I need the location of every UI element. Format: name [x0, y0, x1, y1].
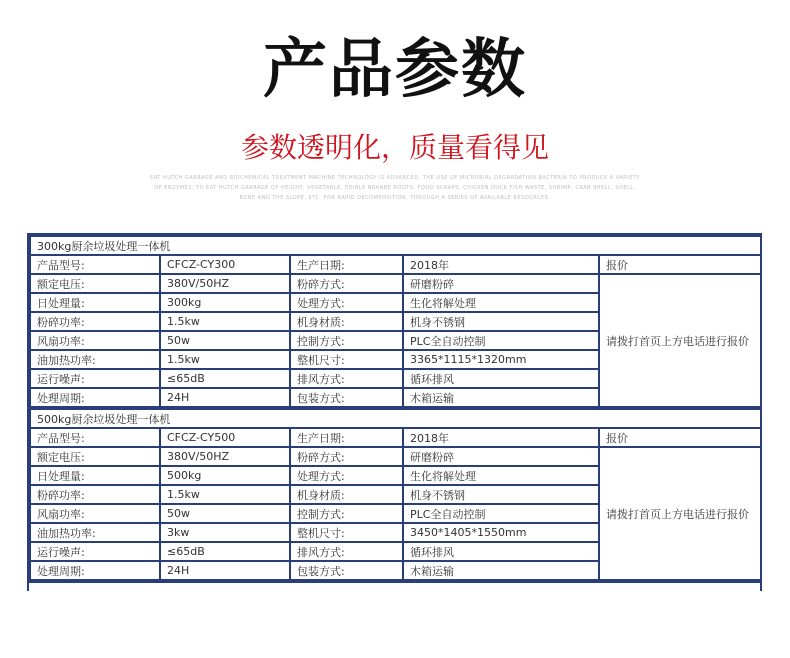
- table-row: [30, 447, 761, 466]
- spec-value: PLC全自动控制: [403, 504, 599, 523]
- price-label: 报价: [599, 428, 761, 447]
- table-title: 300kg厨余垃圾处理一体机: [30, 236, 761, 255]
- spec-value: 2018年: [403, 255, 599, 274]
- spec-value: 1.5kw: [160, 312, 290, 331]
- faint-text-line: EAT HUTCH GARBAGE AND BIOCHEMICAL TREATMENT MACHINE TECHNOLOGY IS ADVANCED. THE USE OF MICROBIAL DEGRADATION BACTERIA TO PRODUCE A VARIETY: [150, 175, 640, 181]
- spec-label: 粉碎方式:: [290, 274, 403, 293]
- table-row: [30, 274, 761, 293]
- spec-label: 包装方式:: [290, 388, 403, 407]
- spec-value: ≤65dB: [160, 369, 290, 388]
- spec-label: 风扇功率:: [30, 331, 160, 350]
- spec-value: 研磨粉碎: [403, 274, 599, 293]
- spec-value: 24H: [160, 561, 290, 580]
- spec-label: 处理方式:: [290, 466, 403, 485]
- spec-label: 日处理量:: [30, 293, 160, 312]
- price-note: 请拨打首页上方电话进行报价: [599, 447, 761, 580]
- spec-value: 50w: [160, 331, 290, 350]
- spec-label: 运行噪声:: [30, 369, 160, 388]
- spec-label: 处理方式:: [290, 293, 403, 312]
- spec-label: 生产日期:: [290, 428, 403, 447]
- spec-label: 整机尺寸:: [290, 350, 403, 369]
- table-row: [30, 255, 761, 274]
- spec-label: 风扇功率:: [30, 504, 160, 523]
- spec-label: 排风方式:: [290, 369, 403, 388]
- spec-value: 循环排风: [403, 542, 599, 561]
- spec-label: 生产日期:: [290, 255, 403, 274]
- spec-label: 产品型号:: [30, 428, 160, 447]
- spec-tables: [27, 233, 762, 591]
- spec-value: CFCZ-CY300: [160, 255, 290, 274]
- spec-label: 日处理量:: [30, 466, 160, 485]
- spec-value: 2018年: [403, 428, 599, 447]
- spec-value: 1.5kw: [160, 485, 290, 504]
- spec-label: 处理周期:: [30, 388, 160, 407]
- spec-value: ≤65dB: [160, 542, 290, 561]
- spec-label: 粉碎功率:: [30, 485, 160, 504]
- spec-label: 产品型号:: [30, 255, 160, 274]
- page-subtitle: 参数透明化，质量看得见: [240, 131, 549, 164]
- spec-label: 额定电压:: [30, 447, 160, 466]
- spec-value: 木箱运输: [403, 561, 599, 580]
- spec-value: 3kw: [160, 523, 290, 542]
- spec-label: 处理周期:: [30, 561, 160, 580]
- spec-value: 研磨粉碎: [403, 447, 599, 466]
- spec-table-300kg: [29, 235, 762, 408]
- spec-table-500kg: [29, 408, 762, 581]
- spec-value: 380V/50HZ: [160, 447, 290, 466]
- spec-label: 额定电压:: [30, 274, 160, 293]
- spec-value: 生化将解处理: [403, 293, 599, 312]
- spec-label: 油加热功率:: [30, 350, 160, 369]
- spec-label: 排风方式:: [290, 542, 403, 561]
- spec-value: 生化将解处理: [403, 466, 599, 485]
- spec-label: 机身材质:: [290, 485, 403, 504]
- spec-label: 粉碎功率:: [30, 312, 160, 331]
- spec-label: 包装方式:: [290, 561, 403, 580]
- spec-label: 控制方式:: [290, 504, 403, 523]
- faint-text-line: OF ENZYMES, TO EAT HUTCH GARBAGE OF HEIGHT, VEGETABLE, EDIBLE BRANBE ROOTS, FOOD SCRAPS, CHICKEN DUCK FISH WASTE, SHRIMP, CRAB SHELL, SHELL,: [154, 185, 636, 191]
- spec-label: 运行噪声:: [30, 542, 160, 561]
- spec-label: 整机尺寸:: [290, 523, 403, 542]
- spec-value: 循环排风: [403, 369, 599, 388]
- price-label: 报价: [599, 255, 761, 274]
- table-title: 500kg厨余垃圾处理一体机: [30, 409, 761, 428]
- spec-label: 机身材质:: [290, 312, 403, 331]
- spec-value: 3365*1115*1320mm: [403, 350, 599, 369]
- table-continuation: [29, 581, 760, 591]
- spec-value: 500kg: [160, 466, 290, 485]
- spec-value: 50w: [160, 504, 290, 523]
- spec-value: 木箱运输: [403, 388, 599, 407]
- spec-value: 3450*1405*1550mm: [403, 523, 599, 542]
- spec-label: 油加热功率:: [30, 523, 160, 542]
- spec-value: PLC全自动控制: [403, 331, 599, 350]
- spec-value: 380V/50HZ: [160, 274, 290, 293]
- spec-value: 1.5kw: [160, 350, 290, 369]
- table-row: [30, 428, 761, 447]
- page-title: 产品参数: [263, 33, 527, 107]
- spec-label: 粉碎方式:: [290, 447, 403, 466]
- faint-text-line: BONE AND THE SLOPE, ETC. FOR RAPID DECOMPOSITION, THROUGH A SERIES OF AVAILABLE RESOURCES.: [239, 195, 551, 201]
- spec-label: 控制方式:: [290, 331, 403, 350]
- price-note: 请拨打首页上方电话进行报价: [599, 274, 761, 407]
- spec-value: 机身不锈钢: [403, 312, 599, 331]
- spec-value: 24H: [160, 388, 290, 407]
- spec-value: CFCZ-CY500: [160, 428, 290, 447]
- spec-value: 300kg: [160, 293, 290, 312]
- spec-value: 机身不锈钢: [403, 485, 599, 504]
